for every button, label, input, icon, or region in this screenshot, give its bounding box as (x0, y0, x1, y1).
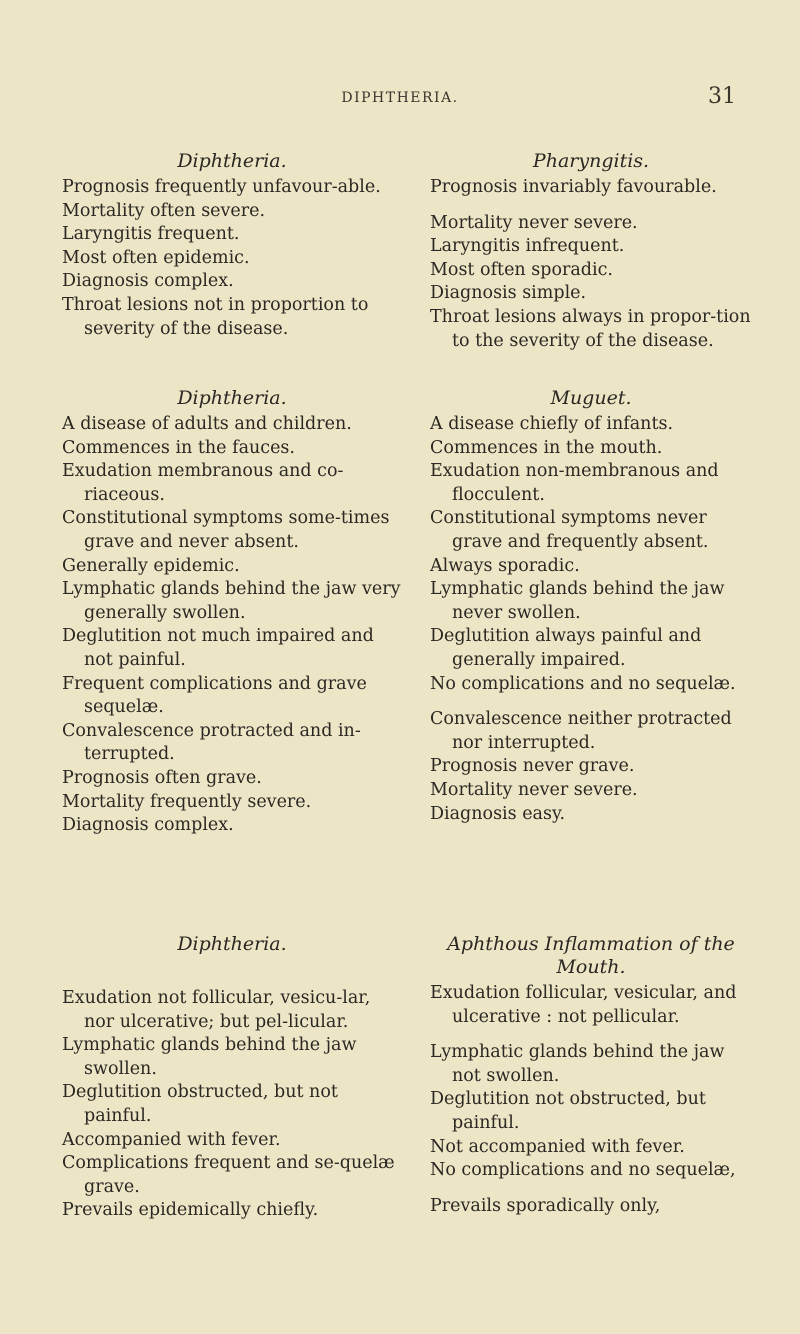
spacer (430, 200, 752, 212)
entry: Mortality frequently severe. (62, 791, 312, 812)
entry: Lymphatic glands behind the jaw swollen. (62, 1035, 357, 1079)
left-column (62, 933, 402, 1223)
entry: No complications and no sequelæ. (430, 673, 736, 694)
entry: A disease of adults and children. (62, 414, 352, 434)
entry: Commences in the mouth. (430, 437, 663, 458)
entry: Diagnosis complex. (62, 271, 234, 292)
left-column (62, 150, 402, 341)
entry: Diagnosis easy. (430, 803, 566, 824)
left-column (62, 387, 402, 838)
spacer (62, 959, 402, 987)
entry: Exudation non-membranous and flocculent. (430, 461, 719, 505)
entry: Prognosis never grave. (430, 756, 635, 777)
entry: Mortality never severe. (430, 212, 638, 233)
entry: Frequent complications and grave sequelæ. (62, 673, 367, 718)
entry: Generally epidemic. (62, 555, 240, 576)
entry: Prognosis invariably favourable. (430, 177, 717, 197)
entry: Laryngitis infrequent. (430, 236, 625, 257)
entry: Lymphatic glands behind the jaw very generally swollen. (62, 579, 401, 623)
entry: Exudation not follicular, vesicu-lar, nor ulcerative; but pel-licular. (62, 988, 371, 1032)
page-number: 31 (708, 84, 736, 109)
entry: Mortality often severe. (62, 200, 266, 221)
entry: Mortality never severe. (430, 779, 638, 800)
entry: Most often epidemic. (62, 247, 250, 268)
entry: Deglutition not much impaired and not painful. (62, 626, 374, 670)
entry: Always sporadic. (430, 555, 580, 576)
entry: Diagnosis simple. (430, 283, 587, 304)
column-heading: Aphthous Inflammation of the Mouth. (447, 933, 735, 978)
right-column (430, 150, 752, 353)
entry: Convalescence protracted and in-terrupted. (62, 720, 361, 765)
entry: Constitutional symptoms never grave and frequently absent. (430, 508, 709, 552)
right-column (430, 387, 752, 826)
entry: Constitutional symptoms some-times grave and never absent. (62, 508, 390, 552)
entry: Lymphatic glands behind the jaw not swollen. (430, 1042, 725, 1086)
entry: Commences in the fauces. (62, 437, 295, 458)
spacer (430, 1183, 752, 1195)
entry: Prognosis often grave. (62, 767, 262, 788)
right-column (430, 933, 752, 1218)
column-heading: Diphtheria. (177, 150, 287, 172)
entry: Accompanied with fever. (62, 1129, 281, 1150)
column-heading: Muguet. (550, 387, 632, 409)
entry: Prognosis frequently unfavour-able. (62, 177, 381, 197)
entry: Lymphatic glands behind the jaw never swollen. (430, 579, 725, 623)
spacer (430, 1029, 752, 1041)
entry: A disease chiefly of infants. (430, 414, 674, 434)
entry: No complications and no sequelæ, (430, 1160, 736, 1181)
entry: Deglutition always painful and generally impaired. (430, 626, 702, 670)
entry: Exudation follicular, vesicular, and ulcerative : not pellicular. (430, 983, 737, 1027)
entry: Not accompanied with fever. (430, 1136, 685, 1157)
column-heading: Diphtheria. (177, 387, 287, 409)
entry: Complications frequent and se-quelæ grave. (62, 1153, 395, 1197)
entry: Prevails epidemically chiefly. (62, 1200, 319, 1221)
entry: Throat lesions always in propor-tion to the severity of the disease. (430, 306, 751, 351)
entry: Prevails sporadically only, (430, 1195, 661, 1216)
entry: Exudation membranous and co-riaceous. (62, 461, 344, 505)
column-heading: Pharyngitis. (532, 150, 650, 172)
column-heading: Diphtheria. (177, 933, 287, 955)
entry: Laryngitis frequent. (62, 224, 240, 245)
entry: Deglutition obstructed, but not painful. (62, 1082, 338, 1126)
entry: Most often sporadic. (430, 259, 613, 280)
running-title: DIPHTHERIA. (341, 90, 459, 106)
spacer (430, 696, 752, 708)
entry: Diagnosis complex. (62, 815, 234, 836)
entry: Deglutition not obstructed, but painful. (430, 1089, 706, 1133)
entry: Throat lesions not in proportion to severity of the disease. (62, 294, 369, 339)
entry: Convalescence neither protracted nor interrupted. (430, 709, 732, 753)
